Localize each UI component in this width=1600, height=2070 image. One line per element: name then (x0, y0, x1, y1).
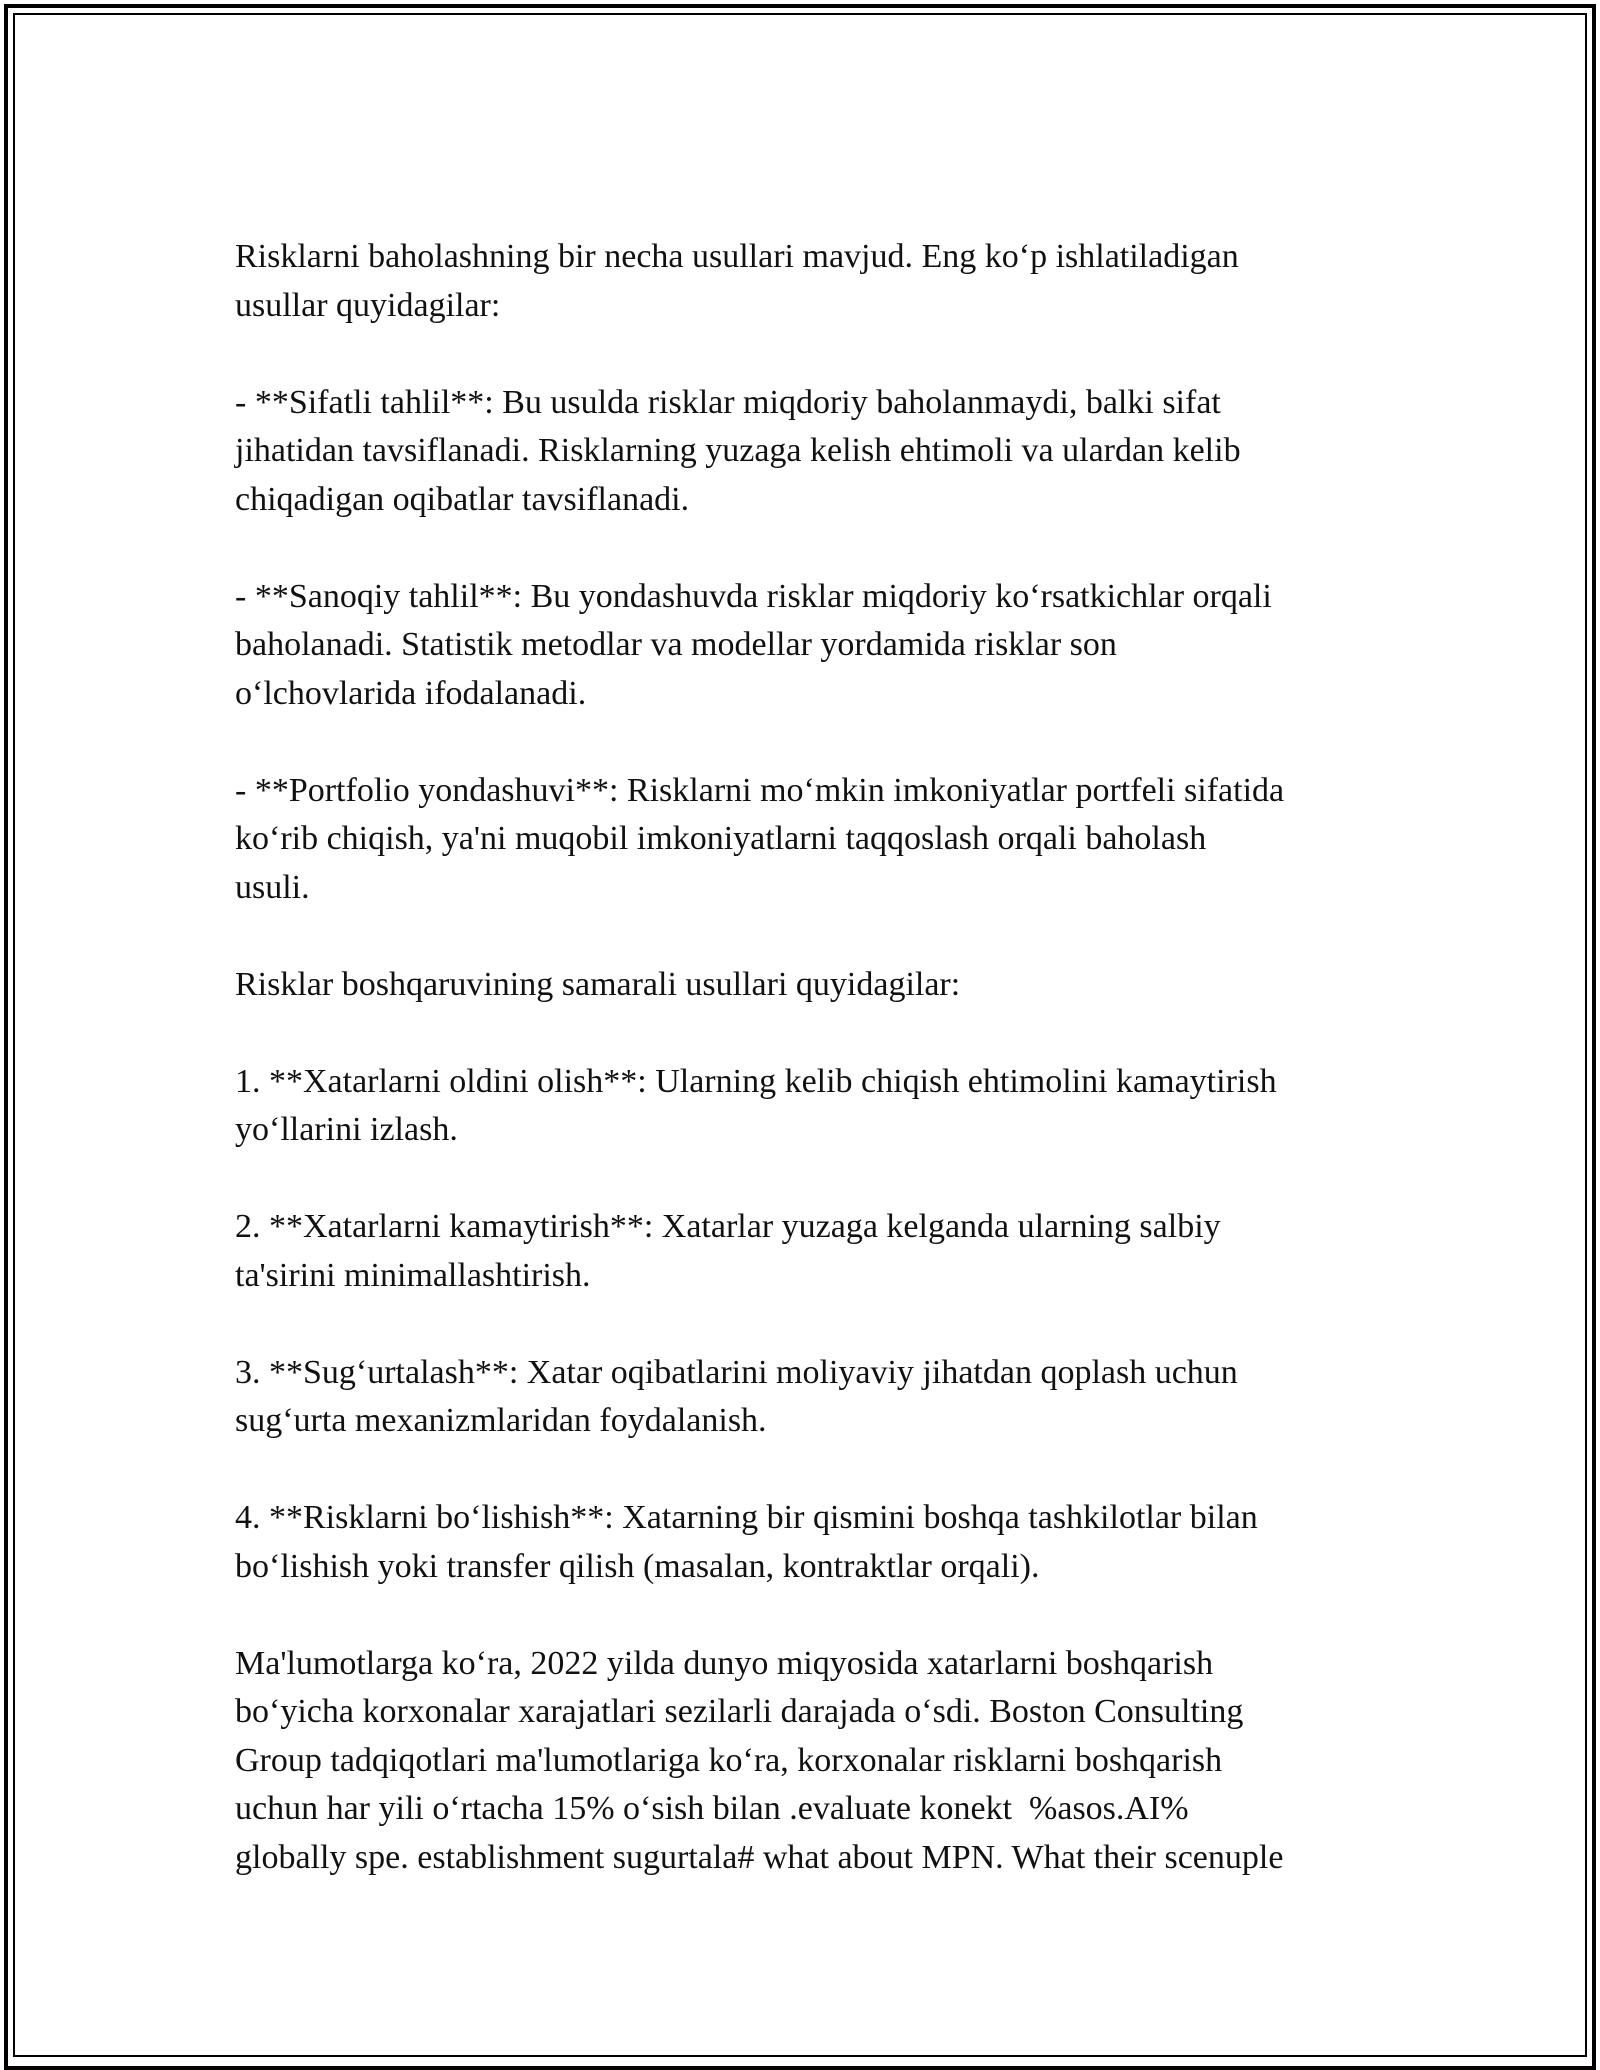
paragraph-intro: Risklarni baholashning bir necha usullari mavjud. Eng koʻp ishlatiladigan usullar quyidagilar: (235, 238, 1239, 324)
list-item-reduction: 2. **Xatarlarni kamaytirish**: Xatarlar yuzaga kelganda ularning salbiy ta'sirini minimallashtirish. (235, 1208, 1221, 1294)
list-item-prevention: 1. **Xatarlarni oldini olish**: Ularning kelib chiqish ehtimolini kamaytirish yoʻllarini izlash. (235, 1062, 1277, 1148)
list-item-sharing: 4. **Risklarni boʻlishish**: Xatarning bir qismini boshqa tashkilotlar bilan boʻlishish yoki transfer qilish (masalan, kontraktlar orqali). (235, 1499, 1258, 1585)
paragraph-management-methods-heading: Risklar boshqaruvining samarali usullari quyidagilar: (235, 965, 961, 1003)
list-item-insurance: 3. **Sugʻurtalash**: Xatar oqibatlarini moliyaviy jihatdan qoplash uchun sugʻurta mexanizmlaridan foydalanish. (235, 1353, 1238, 1439)
paragraph-statistics: Ma'lumotlarga koʻra, 2022 yilda dunyo miqyosida xatarlarni boshqarish boʻyicha korxonalar xarajatlari sezilarli darajada oʻsdi. Boston Consulting Group tadqiqotlari ma'lumotlariga koʻra, korxonalar risklarni boshqarish uchun har yili oʻrtacha 15% oʻsish bilan .evaluate konekt %asos.AI% globally spe. establishment sugurtala# what about MPN. What their scenuple (235, 1644, 1284, 1876)
document-body (235, 233, 1375, 1882)
paragraph-qualitative-analysis: - **Sifatli tahlil**: Bu usulda risklar miqdoriy baholanmaydi, balki sifat jihatidan tavsiflanadi. Risklarning yuzaga kelish ehtimoli va ulardan kelib chiqadigan oqibatlar tavsiflanadi. (235, 383, 1241, 518)
paragraph-quantitative-analysis: - **Sanoqiy tahlil**: Bu yondashuvda risklar miqdoriy koʻrsatkichlar orqali baholanadi. Statistik metodlar va modellar yordamida risklar son oʻlchovlarida ifodalanadi. (235, 577, 1272, 712)
paragraph-portfolio-approach: - **Portfolio yondashuvi**: Risklarni moʻmkin imkoniyatlar portfeli sifatida koʻrib chiqish, ya'ni muqobil imkoniyatlarni taqqoslash orqali baholash usuli. (235, 771, 1285, 906)
